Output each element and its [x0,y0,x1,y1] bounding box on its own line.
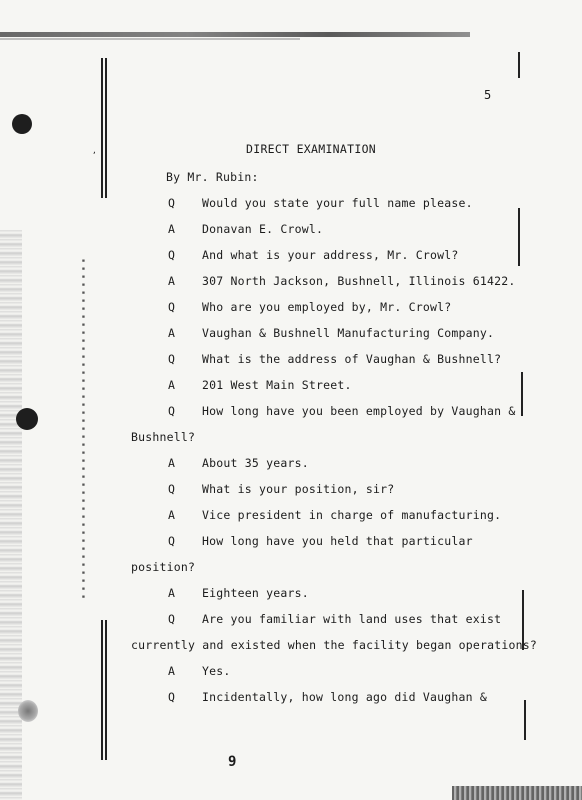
question-text: Who are you employed by, Mr. Crowl? [202,300,452,314]
answer-text: 307 North Jackson, Bushnell, Illinois 61422. [202,274,516,288]
right-margin-mark [524,700,526,740]
question-text: Are you familiar with land uses that exist [202,612,502,626]
answer-marker: A [168,456,175,470]
question-marker: Q [168,196,175,210]
answer-marker: A [168,326,175,340]
answer-marker: A [168,586,175,600]
question-text: What is the address of Vaughan & Bushnell? [202,352,502,366]
by-line: By Mr. Rubin: [166,170,259,184]
question-text: And what is your address, Mr. Crowl? [202,248,459,262]
left-margin-line-lower-inner [105,620,107,760]
answer-marker: A [168,664,175,678]
scan-top-edge-shadow [0,38,300,40]
left-margin-line [101,58,103,198]
question-marker: Q [168,300,175,314]
left-margin-line-inner [105,58,107,198]
question-marker: Q [168,352,175,366]
question-marker: Q [168,534,175,548]
answer-text: Donavan E. Crowl. [202,222,324,236]
right-margin-mark [518,52,520,78]
bottom-mark: 9 [228,754,237,770]
answer-marker: A [168,274,175,288]
answer-text: Yes. [202,664,231,678]
question-text: How long have you been employed by Vaughan & [202,404,516,418]
answer-text: Vice president in charge of manufacturing. [202,508,502,522]
answer-marker: A [168,222,175,236]
question-marker: Q [168,404,175,418]
continuation-text: currently and existed when the facility began operations? [131,638,538,652]
answer-text: Eighteen years. [202,586,309,600]
question-marker: Q [168,248,175,262]
answer-text: About 35 years. [202,456,309,470]
left-margin-line-lower [101,620,103,760]
continuation-text: Bushnell? [131,430,196,444]
answer-text: 201 West Main Street. [202,378,352,392]
question-marker: Q [168,690,175,704]
scan-bottom-noise [452,786,582,800]
answer-marker: A [168,378,175,392]
question-text: What is your position, sir? [202,482,395,496]
section-heading: DIRECT EXAMINATION [246,142,377,156]
scan-top-edge [0,32,470,37]
answer-text: Vaughan & Bushnell Manufacturing Company. [202,326,495,340]
right-margin-mark [521,372,523,416]
page-number: 5 [484,88,492,102]
question-text: How long have you held that particular [202,534,473,548]
margin-tick: , [92,146,97,155]
punch-hole-top [12,114,32,134]
vertical-margin-print: ▪▪▪▪▪▪▪▪▪▪▪▪▪▪▪▪▪▪▪▪▪▪▪▪▪▪▪▪▪▪▪▪▪▪▪▪▪▪▪▪▪▪▪ [80,256,87,600]
question-marker: Q [168,482,175,496]
punch-hole-middle [16,408,38,430]
question-marker: Q [168,612,175,626]
question-text: Incidentally, how long ago did Vaughan & [202,690,487,704]
question-text: Would you state your full name please. [202,196,473,210]
right-margin-mark [518,208,520,266]
punch-hole-bottom [18,700,38,722]
continuation-text: position? [131,560,196,574]
answer-marker: A [168,508,175,522]
